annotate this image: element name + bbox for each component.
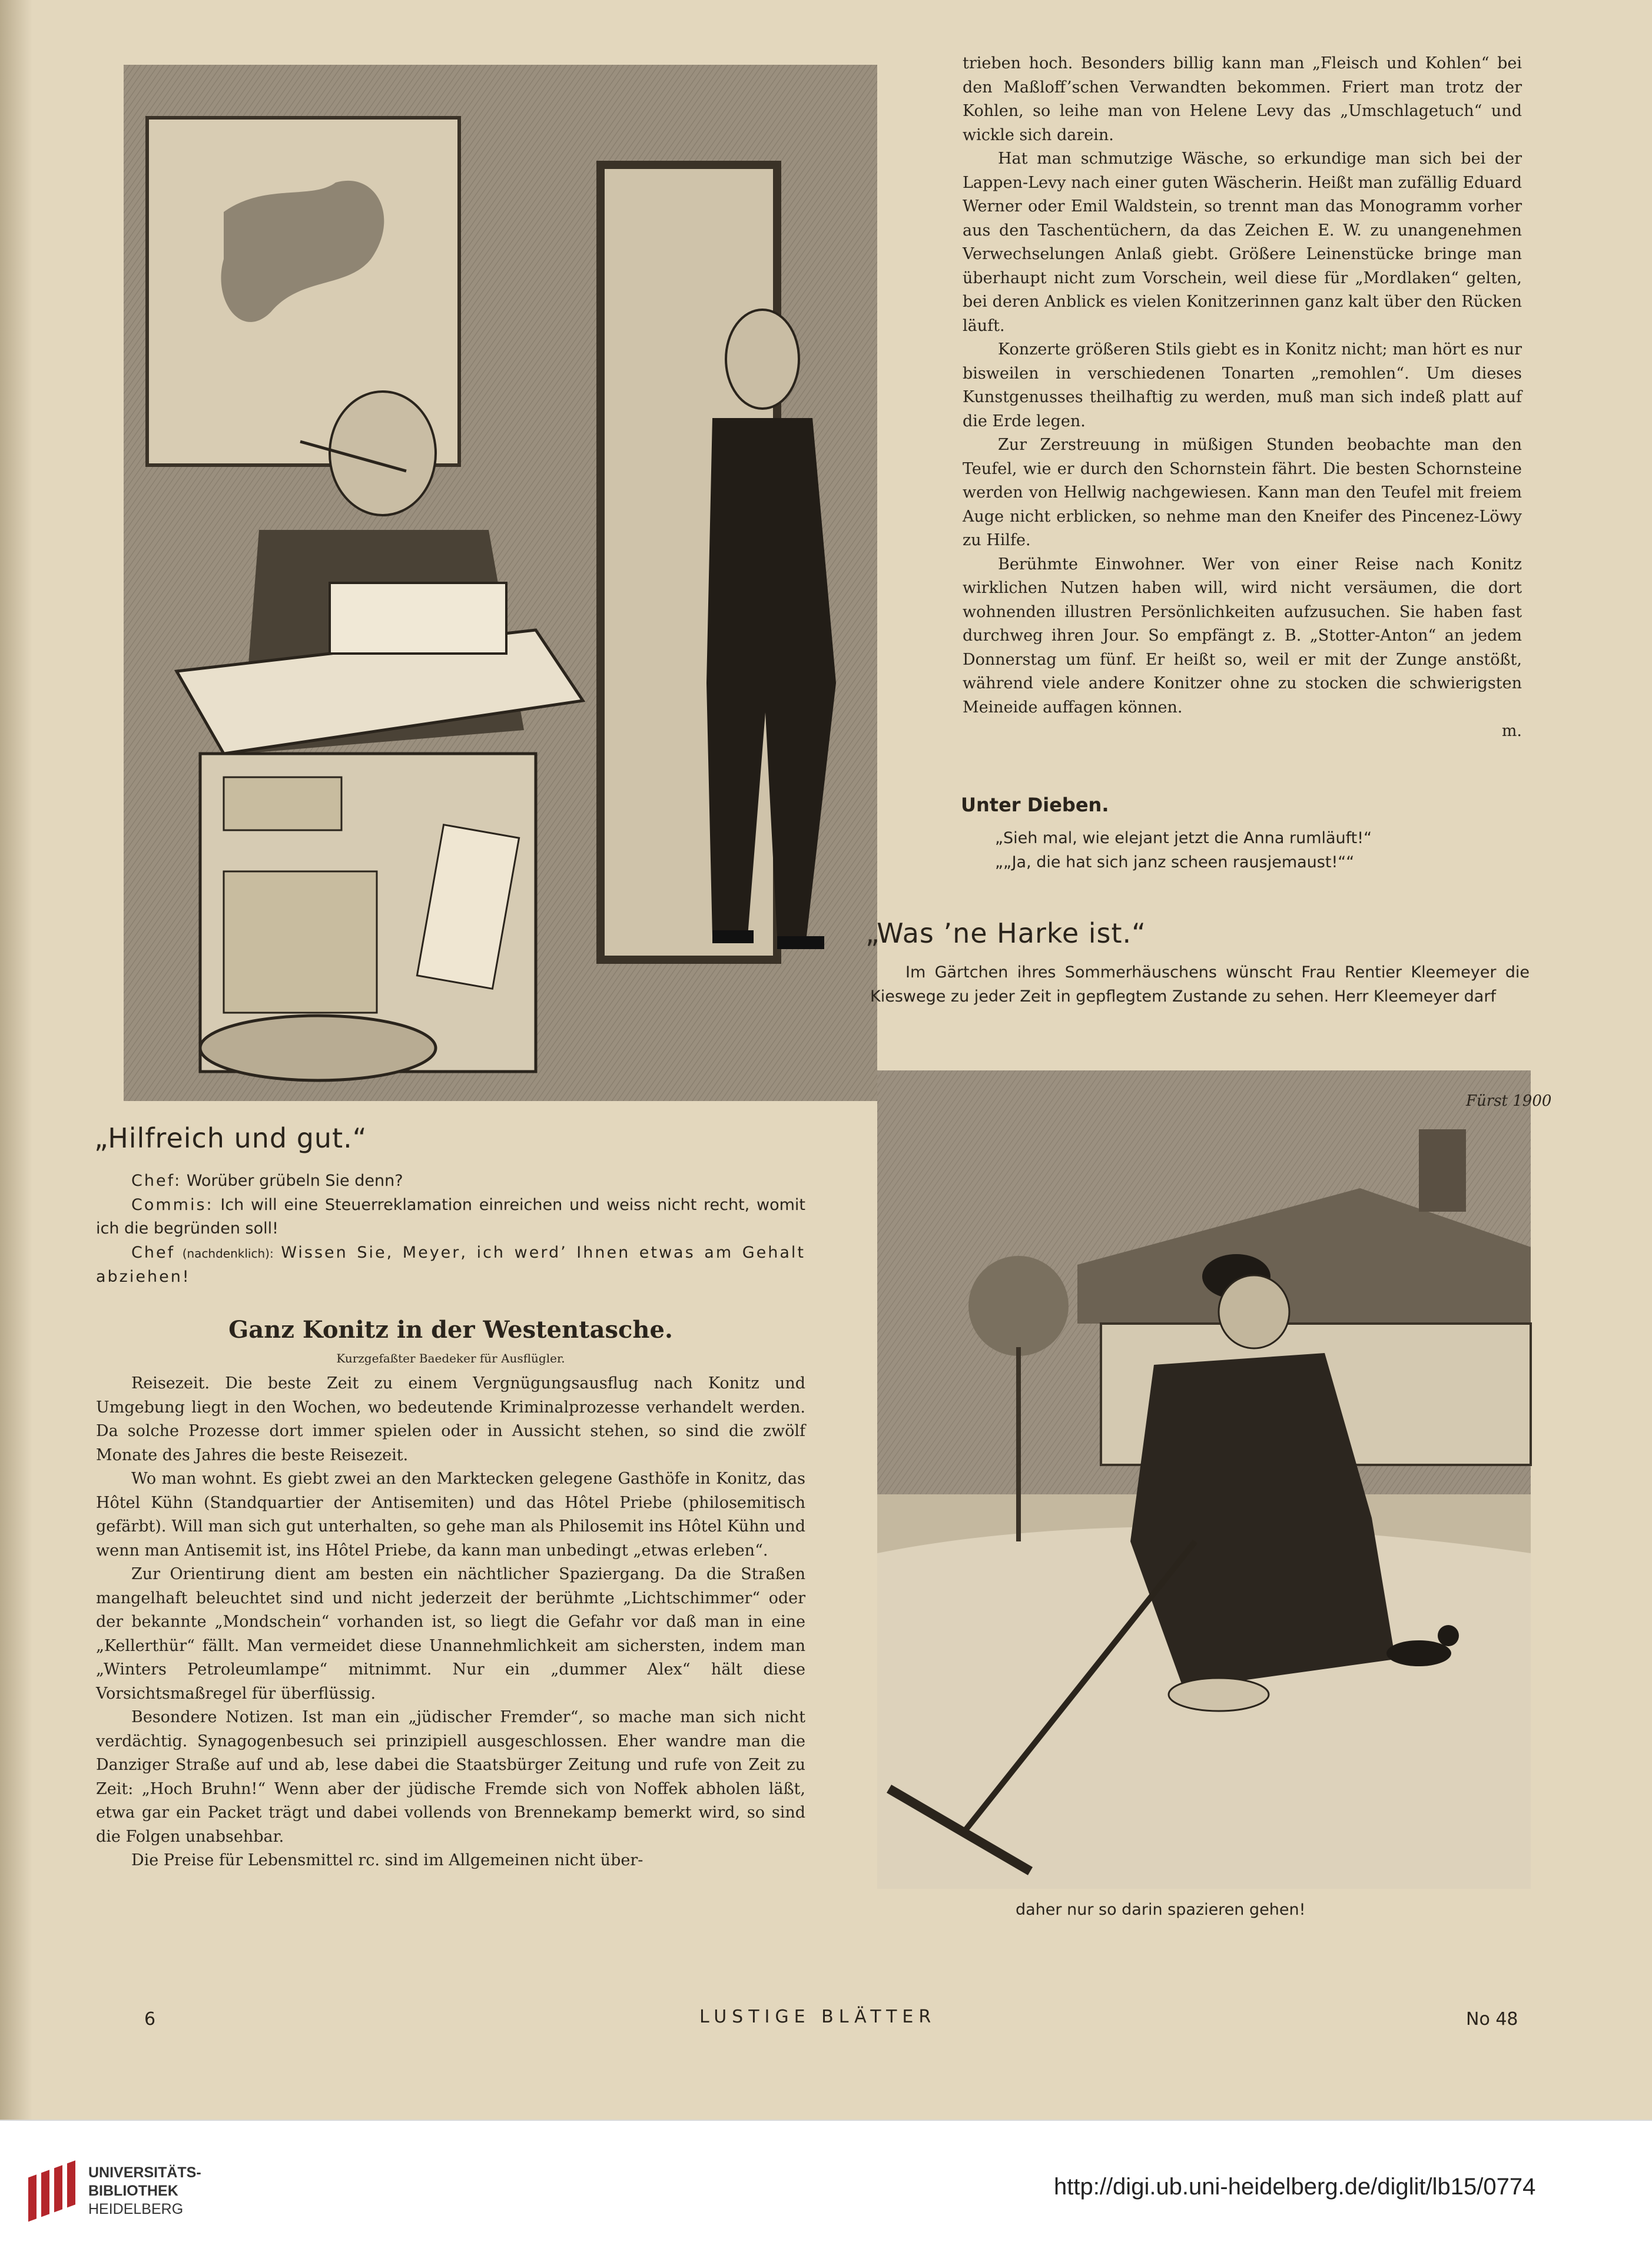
paragraph: Konzerte größeren Stils giebt es in Konitz nicht; man hört es nur bisweilen in verschiedenen Tonarten „remohlen“. Um dieses Kunstgenusses theilhaftig zu werden, muß man sich indeß platt auf die Erde legen. bbox=[963, 340, 1522, 430]
magazine-name: LUSTIGE BLÄTTER bbox=[699, 2007, 937, 2027]
speaker-label: Chef bbox=[131, 1243, 175, 1262]
dialogue-line: „Sieh mal, wie elejant jetzt die Anna rumläuft!“ bbox=[995, 829, 1372, 847]
unter-dieben-title: Unter Dieben. bbox=[961, 794, 1109, 816]
harke-title: „Was ’ne Harke ist.“ bbox=[865, 917, 1147, 949]
issue-number: No 48 bbox=[1466, 2009, 1518, 2030]
dialogue-text: Worüber grübeln Sie denn? bbox=[186, 1172, 403, 1190]
rake-illustration bbox=[877, 1070, 1552, 1889]
paragraph: Zur Zerstreuung in müßigen Stunden beobachte man den Teufel, wie er durch den Schornstein fährt. Die besten Schornsteine werden von Hellwig nachgewiesen. Kann man den Teufel mit freiem Auge nicht erblicken, so nehme man den Kneifer des Pincenez-Löwy zu Hilfe. bbox=[963, 436, 1522, 549]
speaker-label: Chef: bbox=[131, 1172, 182, 1190]
artist-signature: Fürst 1900 bbox=[1466, 1092, 1552, 1110]
library-logo-icon bbox=[22, 2161, 81, 2226]
speaker-label: Commis: bbox=[131, 1195, 214, 1214]
unter-dieben-text bbox=[995, 827, 1525, 874]
source-url-link[interactable]: http://digi.ub.uni-heidelberg.de/diglit/lb15/0774 bbox=[1054, 2174, 1536, 2200]
konitz-subtitle: Kurzgefaßter Baedeker für Ausflügler. bbox=[336, 1351, 565, 1365]
office-illustration bbox=[124, 65, 877, 1101]
konitz-continuation-text bbox=[963, 52, 1522, 744]
paragraph: Zur Orientirung dient am besten ein nächtlicher Spaziergang. Da die Straßen mangelhaft beleuchtet sind und nicht jederzeit der berühmte „Lichtschimmer“ oder der bekannte „Mondschein“ vorhanden ist, so liegt die Gefahr vor daß man in eine „Kellerthür“ fällt. Man vermeidet diese Unannehmlichkeit am sichersten, indem man „Winters Petroleumlampe“ mitnimmt. Nur ein „dummer Alex“ hält diese Vorsichtsmaßregel für überflüssig. bbox=[96, 1565, 805, 1703]
paragraph: Wo man wohnt. Es giebt zwei an den Marktecken gelegene Gasthöfe in Konitz, das Hôtel Kühn (Standquartier der Antisemiten) und das Hôtel Priebe (philosemitisch gefärbt). Will man sich gut unterhalten, so gehe man als Philosemit ins Hôtel Kühn und wenn man Antisemit ist, ins Hôtel Priebe, da kann man unbedingt „etwas erleben“. bbox=[96, 1470, 805, 1560]
library-name: UNIVERSITÄTS- BIBLIOTHEK HEIDELBERG bbox=[88, 2164, 201, 2217]
harke-caption: daher nur so darin spazieren gehen! bbox=[1016, 1901, 1306, 1919]
paragraph: Reisezeit. Die beste Zeit zu einem Vergnügungsausflug nach Konitz und Umgebung liegt in den Wochen, wo bedeutende Kriminalprozesse verhandelt werden. Da solche Prozesse dort immer spielen oder in Aussicht stehen, so sind die zwölf Monate des Jahres die beste Reisezeit. bbox=[96, 1374, 805, 1464]
dialogue-text: Ich will eine Steuerreklamation einreichen und weiss nicht recht, womit ich die begründen soll! bbox=[96, 1195, 805, 1238]
konitz-title: Ganz Konitz in der Westentasche. bbox=[228, 1316, 673, 1344]
paragraph: Die Preise für Lebensmittel rc. sind im Allgemeinen nicht über- bbox=[131, 1851, 643, 1869]
paragraph: Im Gärtchen ihres Sommerhäuschens wünscht Frau Rentier Kleemeyer die Kieswege zu jeder Zeit in gepflegtem Zustande zu sehen. Herr Kleemeyer darf bbox=[870, 963, 1530, 1006]
stage-direction: (nachdenklich): bbox=[182, 1246, 274, 1261]
konitz-text bbox=[96, 1372, 805, 1873]
stool bbox=[200, 1016, 436, 1080]
hilfreich-text bbox=[96, 1169, 805, 1289]
page-number: 6 bbox=[144, 2009, 156, 2030]
page-binding-edge bbox=[0, 0, 32, 2120]
paragraph: trieben hoch. Besonders billig kann man „Fleisch und Kohlen“ bei den Maßloff’schen Verwandten bekommen. Friert man trotz der Kohlen, so leihe man von Helene Levy das „Umschlagetuch“ und wickle sich darein. bbox=[963, 54, 1522, 144]
paragraph: Besondere Notizen. Ist man ein „jüdischer Fremder“, so mache man sich nicht verdächtig. Synagogenbesuch sei prinzipiell ausgeschlossen. Eher wandre man die Danziger Straße auf und ab, lese dabei die Staatsbürger Zeitung und rufe von Zeit zu Zeit: „Hoch Bruhn!“ Wenn aber der jüdische Fremde sich von Noffek abholen läßt, etwa gar ein Packet trägt und dabei vollends von Brennekamp bemerkt wird, so sind die Folgen unabsehbar. bbox=[96, 1708, 805, 1846]
dialogue-text: Wissen Sie, Meyer, ich werd’ Ihnen etwas am Gehalt abziehen! bbox=[96, 1243, 805, 1286]
paragraph: Berühmte Einwohner. Wer von einer Reise nach Konitz wirklichen Nutzen haben will, wird nicht versäumen, die dort wohnenden illustren Persönlichkeiten aufzusuchen. Sie haben fast durchweg ihren Jour. So empfängt z. B. „Stotter-Anton“ an jedem Donnerstag um fünf. Er heißt so, weil er mit der Zunge anstößt, während viele andere Konitzer ohne zu stocken die schwierigsten Meineide auffagen können. bbox=[963, 555, 1522, 717]
harke-text bbox=[870, 961, 1530, 1009]
hilfreich-title: „Hilfreich und gut.“ bbox=[94, 1122, 367, 1154]
signature: m. bbox=[1501, 722, 1522, 740]
tree bbox=[968, 1256, 1069, 1356]
paragraph: Hat man schmutzige Wäsche, so erkundige man sich bei der Lappen-Levy nach einer guten Wäscherin. Heißt man zufällig Eduard Werner oder Emil Waldstein, so trennt man das Monogramm vorher aus den Taschentüchern, da das Zeichen E. W. zu unangenehmen Verwechselungen Anlaß giebt. Größere Leinenstücke bringe man überhaupt nicht zum Vorschein, weil diese für „Mordlaken“ gelten, bei deren Anblick es vielen Konitzerinnen ganz kalt über den Rücken läuft. bbox=[963, 150, 1522, 335]
dialogue-line: „„Ja, die hat sich janz scheen rausjemaust!““ bbox=[995, 853, 1355, 871]
